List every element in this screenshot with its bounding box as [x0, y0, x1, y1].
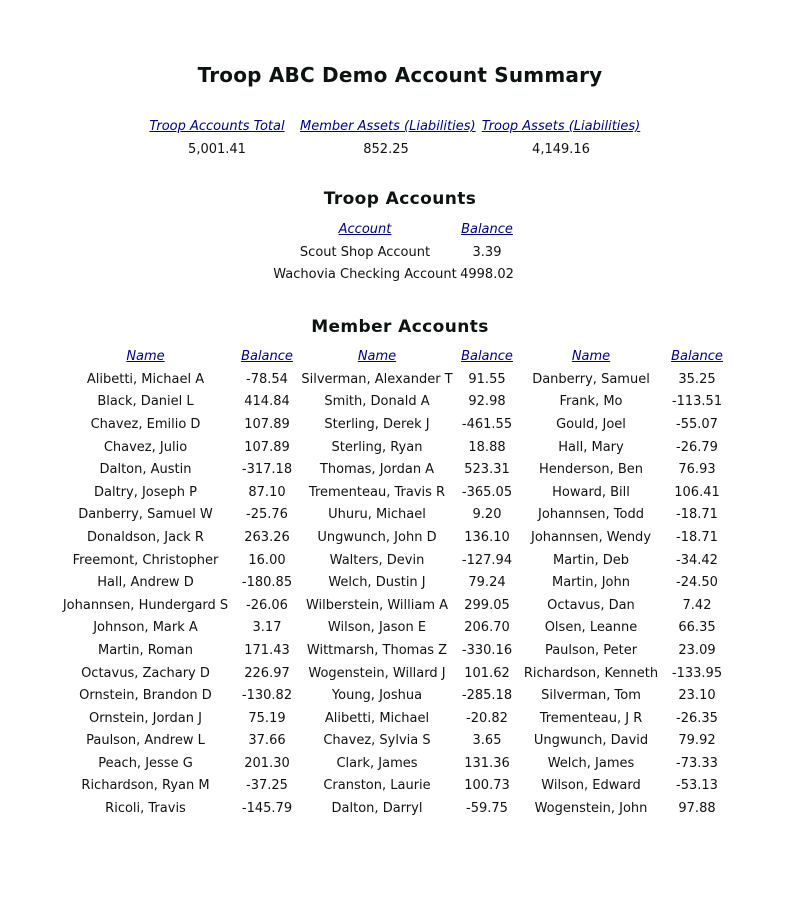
member-row [53, 797, 728, 820]
member-balance: 101.62 [464, 665, 510, 681]
member-balance: 66.35 [678, 620, 716, 636]
member-row [53, 639, 728, 662]
member-name: Wilberstein, William A [305, 597, 449, 613]
member-balance: 100.73 [464, 778, 510, 794]
member-row [53, 594, 728, 617]
member-name: Ricoli, Travis [105, 801, 186, 817]
member-name: Chavez, Sylvia S [323, 733, 431, 749]
member-balance: 87.10 [248, 484, 286, 500]
member-row [53, 571, 728, 594]
member-name: Freemont, Christopher [72, 552, 219, 568]
member-name: Alibetti, Michael A [86, 371, 205, 387]
member-name: Welch, Dustin J [328, 575, 426, 591]
member-name: Henderson, Ben [539, 462, 643, 478]
member-name: Wilson, Jason E [327, 620, 427, 636]
member-balance: 523.31 [464, 462, 510, 478]
member-balance: -18.71 [676, 529, 718, 545]
member-name: Wittmarsh, Thomas Z [306, 642, 448, 658]
member-name: Peach, Jesse G [98, 755, 193, 771]
member-balance: 299.05 [464, 597, 510, 613]
member-balance: -34.42 [676, 552, 718, 568]
member-balance: -26.06 [246, 597, 288, 613]
member-balance: -317.18 [241, 462, 293, 478]
member-balance: 226.97 [244, 665, 290, 681]
member-balance: 23.10 [678, 688, 716, 704]
member-balance: 79.24 [468, 575, 506, 591]
member-balance: -18.71 [676, 507, 718, 523]
member-name: Paulson, Andrew L [86, 733, 205, 749]
member-name: Olsen, Leanne [544, 620, 638, 636]
member-row [53, 368, 728, 391]
summary-value-member-assets: 852.25 [363, 141, 409, 157]
member-name: Johnson, Mark A [93, 620, 198, 636]
troop-column-header-balance[interactable]: Balance [461, 222, 513, 237]
member-balance: -365.05 [461, 484, 513, 500]
member-name: Wogenstein, John [534, 801, 648, 817]
member-balance: -55.07 [676, 416, 718, 432]
member-name: Clark, James [336, 755, 418, 771]
member-name: Thomas, Jordan A [319, 462, 435, 478]
member-balance: 7.42 [682, 597, 712, 613]
member-name: Martin, John [551, 575, 630, 591]
member-row [53, 436, 728, 459]
troop-column-header-account[interactable]: Account [338, 222, 392, 237]
member-column-header-name-3[interactable]: Name [571, 349, 611, 364]
member-column-header-name-1[interactable]: Name [126, 349, 165, 364]
member-name: Danberry, Samuel W [78, 507, 213, 523]
member-name: Silverman, Tom [541, 688, 641, 704]
troop-accounts-heading: Troop Accounts [323, 189, 477, 209]
member-balance: -145.79 [241, 801, 293, 817]
member-accounts-heading: Member Accounts [311, 317, 489, 337]
member-name: Danberry, Samuel [532, 371, 650, 387]
member-balance: -37.25 [246, 778, 288, 794]
member-row [53, 707, 728, 730]
member-row [53, 413, 728, 436]
member-name: Wilson, Edward [541, 778, 641, 794]
member-balance: 414.84 [244, 394, 290, 410]
troop-accounts-table [270, 218, 514, 286]
member-balance: 16.00 [248, 552, 286, 568]
member-name: Trementeau, Travis R [308, 484, 446, 500]
member-balance: 107.89 [244, 439, 290, 455]
member-balance: 206.70 [464, 620, 510, 636]
member-row [53, 391, 728, 414]
member-row [53, 481, 728, 504]
summary-header-troop-accounts-total[interactable]: Troop Accounts Total [149, 119, 285, 134]
member-name: Chavez, Emilio D [90, 416, 201, 432]
member-balance: -180.85 [241, 575, 293, 591]
member-balance: -24.50 [676, 575, 718, 591]
member-row [53, 730, 728, 753]
member-name: Black, Daniel L [97, 394, 194, 410]
member-name: Young, Joshua [331, 688, 423, 704]
member-name: Sterling, Derek J [324, 416, 430, 432]
member-row [53, 684, 728, 707]
summary-header-row [134, 115, 650, 138]
member-balance: -127.94 [461, 552, 513, 568]
member-balance: 97.88 [678, 801, 716, 817]
member-balance: 171.43 [244, 642, 290, 658]
member-name: Dalton, Darryl [331, 801, 423, 817]
member-name: Daltry, Joseph P [93, 484, 197, 500]
member-balance: 35.25 [678, 371, 716, 387]
summary-value-troop-accounts-total: 5,001.41 [188, 141, 246, 157]
member-balance: -73.33 [676, 755, 718, 771]
page-title: Troop ABC Demo Account Summary [197, 63, 603, 87]
member-balance: -130.82 [241, 688, 293, 704]
member-name: Hall, Mary [558, 439, 624, 455]
member-balance: -26.79 [676, 439, 718, 455]
member-name: Dalton, Austin [99, 462, 192, 478]
troop-account-row [270, 241, 514, 264]
member-balance: 107.89 [244, 416, 290, 432]
summary-value-troop-assets: 4,149.16 [532, 141, 590, 157]
member-balance: 136.10 [464, 529, 510, 545]
member-balance: -133.95 [671, 665, 723, 681]
member-balance: -59.75 [466, 801, 508, 817]
member-balance: 201.30 [244, 755, 290, 771]
member-balance: -20.82 [466, 710, 508, 726]
member-name: Ungwunch, John D [317, 529, 437, 545]
member-name: Johannsen, Todd [538, 507, 644, 523]
member-name: Martin, Roman [97, 642, 193, 658]
member-name: Howard, Bill [552, 484, 630, 500]
member-row [53, 617, 728, 640]
summary-table [134, 115, 650, 160]
member-balance: 76.93 [678, 462, 716, 478]
member-name: Ornstein, Jordan J [89, 710, 202, 726]
summary-header-troop-assets[interactable]: Troop Assets (Liabilities) [481, 119, 641, 134]
member-name: Smith, Donald A [324, 394, 430, 410]
member-balance: -53.13 [676, 778, 718, 794]
member-name: Octavus, Zachary D [81, 665, 210, 681]
member-balance: 131.36 [464, 755, 510, 771]
member-balance: 92.98 [468, 394, 506, 410]
member-name: Richardson, Ryan M [81, 778, 210, 794]
member-balance: 23.09 [678, 642, 716, 658]
member-accounts-table [53, 345, 728, 820]
member-name: Walters, Devin [329, 552, 425, 568]
member-name: Wogenstein, Willard J [308, 665, 446, 681]
member-name: Martin, Deb [552, 552, 629, 568]
member-balance: -113.51 [671, 394, 723, 410]
member-row [53, 458, 728, 481]
member-balance: 79.92 [678, 733, 716, 749]
member-name: Sterling, Ryan [331, 439, 423, 455]
member-name: Richardson, Kenneth [523, 665, 659, 681]
member-name: Johannsen, Hundergard S [62, 597, 229, 613]
member-name: Frank, Mo [559, 394, 623, 410]
member-accounts-header-row [53, 345, 728, 368]
member-name: Gould, Joel [556, 416, 626, 432]
member-balance: 37.66 [248, 733, 286, 749]
member-column-header-balance-2[interactable]: Balance [461, 349, 513, 364]
member-row [53, 526, 728, 549]
member-name: Welch, James [547, 755, 635, 771]
member-balance: -26.35 [676, 710, 718, 726]
member-balance: -25.76 [246, 507, 288, 523]
member-row [53, 504, 728, 527]
member-row [53, 752, 728, 775]
member-name: Trementeau, J R [539, 710, 643, 726]
member-balance: 91.55 [468, 371, 506, 387]
member-column-header-balance-1[interactable]: Balance [241, 349, 293, 364]
troop-account-row [270, 264, 514, 287]
troop-account-name: Wachovia Checking Account [273, 267, 457, 283]
member-name: Johannsen, Wendy [530, 529, 652, 545]
troop-account-name: Scout Shop Account [299, 244, 431, 260]
member-name: Octavus, Dan [547, 597, 635, 613]
member-row [53, 662, 728, 685]
troop-account-balance: 4998.02 [460, 267, 514, 283]
member-balance: -461.55 [461, 416, 513, 432]
member-balance: -330.16 [461, 642, 513, 658]
member-balance: 106.41 [674, 484, 720, 500]
member-balance: 263.26 [244, 529, 290, 545]
member-name: Silverman, Alexander T [301, 371, 453, 387]
member-name: Chavez, Julio [103, 439, 188, 455]
member-name: Paulson, Peter [544, 642, 638, 658]
member-name: Cranston, Laurie [323, 778, 431, 794]
member-column-header-name-2[interactable]: Name [357, 349, 397, 364]
summary-value-row [134, 138, 650, 160]
member-name: Hall, Andrew D [97, 575, 194, 591]
member-name: Alibetti, Michael [324, 710, 430, 726]
member-row [53, 775, 728, 798]
member-column-header-balance-3[interactable]: Balance [671, 349, 723, 364]
member-name: Donaldson, Jack R [87, 529, 204, 545]
member-name: Ungwunch, David [533, 733, 649, 749]
member-balance: -285.18 [461, 688, 513, 704]
summary-header-member-assets[interactable]: Member Assets (Liabilities) [300, 119, 476, 134]
troop-accounts-header-row [270, 218, 514, 241]
member-balance: 18.88 [468, 439, 506, 455]
member-balance: -78.54 [246, 371, 288, 387]
troop-account-balance: 3.39 [472, 244, 502, 260]
member-name: Ornstein, Brandon D [79, 688, 212, 704]
member-row [53, 549, 728, 572]
member-balance: 75.19 [248, 710, 286, 726]
member-balance: 9.20 [472, 507, 502, 523]
member-balance: 3.65 [472, 733, 502, 749]
member-name: Uhuru, Michael [328, 507, 426, 523]
member-balance: 3.17 [252, 620, 282, 636]
